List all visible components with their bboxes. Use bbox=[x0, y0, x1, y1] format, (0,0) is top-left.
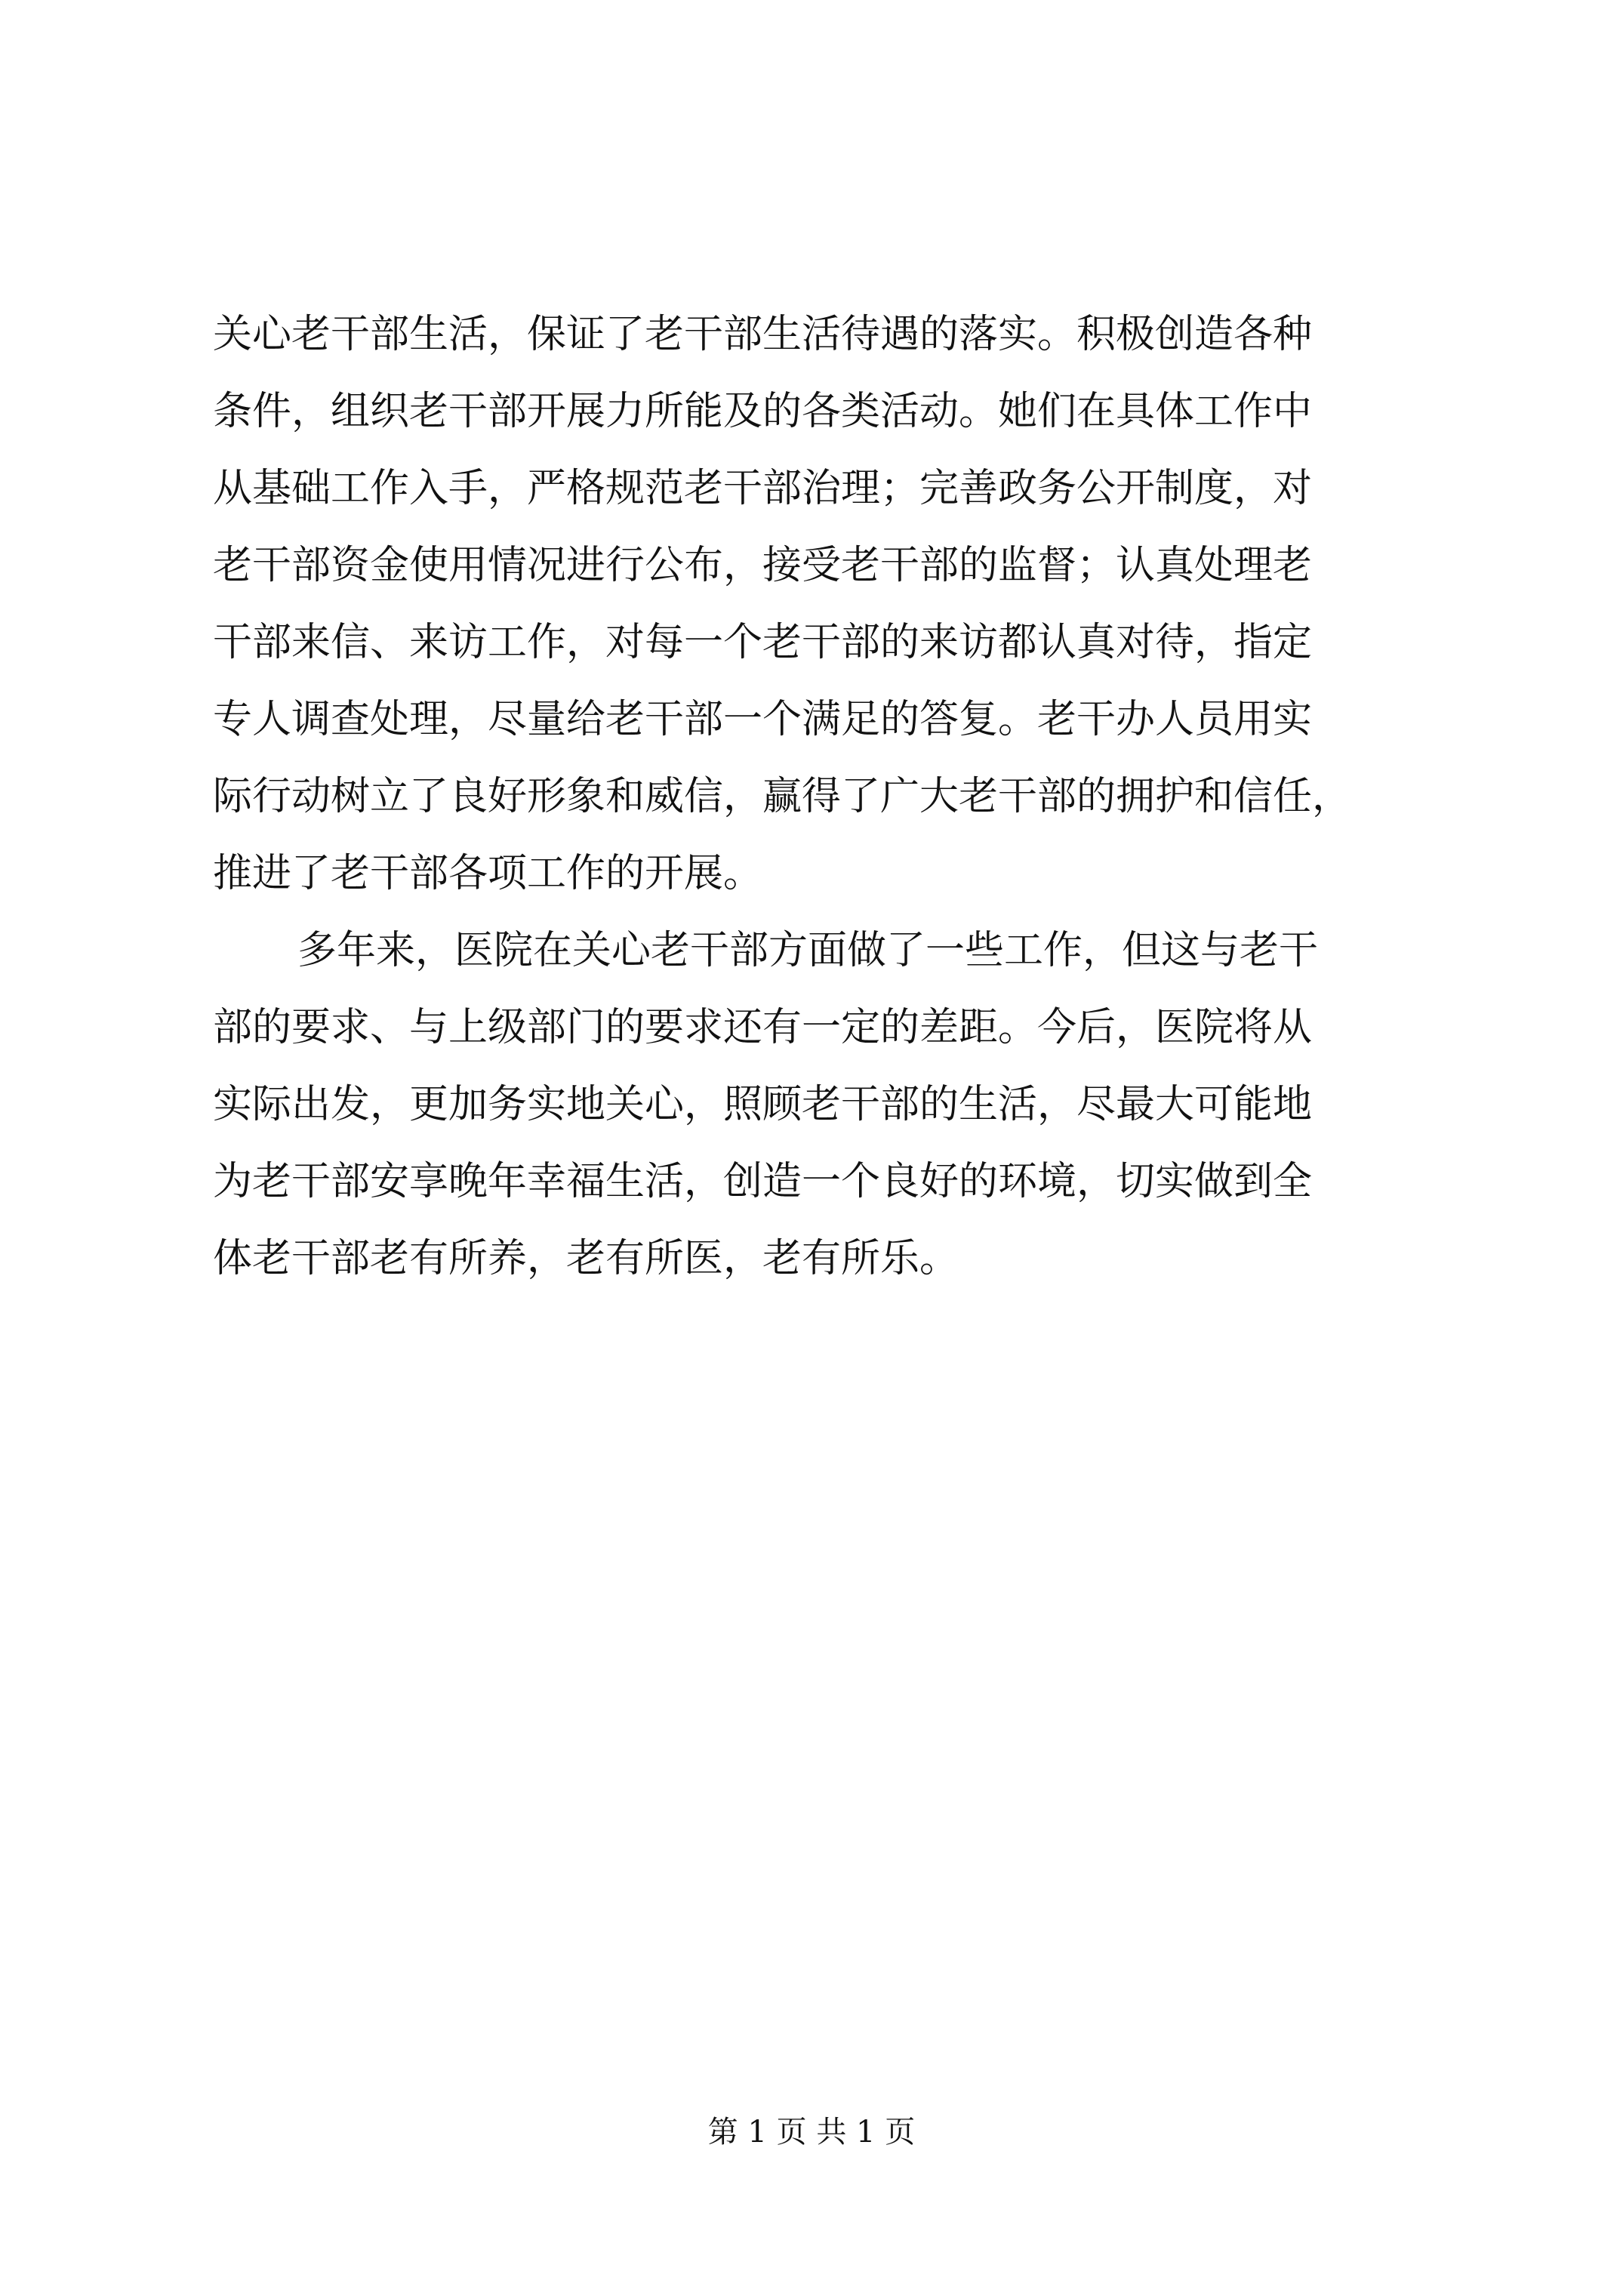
text-line: 干部来信、来访工作，对每一个老干部的来访都认真对待，指定 bbox=[213, 620, 1313, 665]
text-line: 体老干部老有所养，老有所医，老有所乐。 bbox=[213, 1236, 959, 1281]
text-line: 多年来，医院在关心老干部方面做了一些工作，但这与老干 bbox=[297, 928, 1319, 973]
text-line: 老干部资金使用情况进行公布，接受老干部的监督；认真处理老 bbox=[213, 543, 1313, 588]
text-line: 从基础工作入手，严格规范老干部治理；完善政务公开制度，对 bbox=[213, 466, 1313, 511]
text-line: 专人调查处理，尽量给老干部一个满足的答复。老干办人员用实 bbox=[213, 697, 1313, 742]
paragraph-1 bbox=[213, 296, 1413, 912]
text-line: 部的要求、与上级部门的要求还有一定的差距。今后，医院将从 bbox=[213, 1005, 1313, 1050]
text-line: 实际出发，更加务实地关心，照顾老干部的生活，尽最大可能地 bbox=[213, 1082, 1313, 1127]
text-line: 条件，组织老干部开展力所能及的各类活动。她们在具体工作中 bbox=[213, 389, 1313, 434]
text-line: 关心老干部生活，保证了老干部生活待遇的落实。积极创造各种 bbox=[213, 312, 1313, 357]
text-line: 际行动树立了良好形象和威信，赢得了广大老干部的拥护和信任， bbox=[213, 774, 1352, 819]
text-line: 为老干部安享晚年幸福生活，创造一个良好的环境，切实做到全 bbox=[213, 1159, 1313, 1204]
document-body bbox=[213, 296, 1413, 1297]
paragraph-2 bbox=[213, 912, 1413, 1297]
page-footer: 第 1 页 共 1 页 bbox=[707, 2115, 916, 2150]
text-line: 推进了老干部各项工作的开展。 bbox=[213, 851, 763, 896]
